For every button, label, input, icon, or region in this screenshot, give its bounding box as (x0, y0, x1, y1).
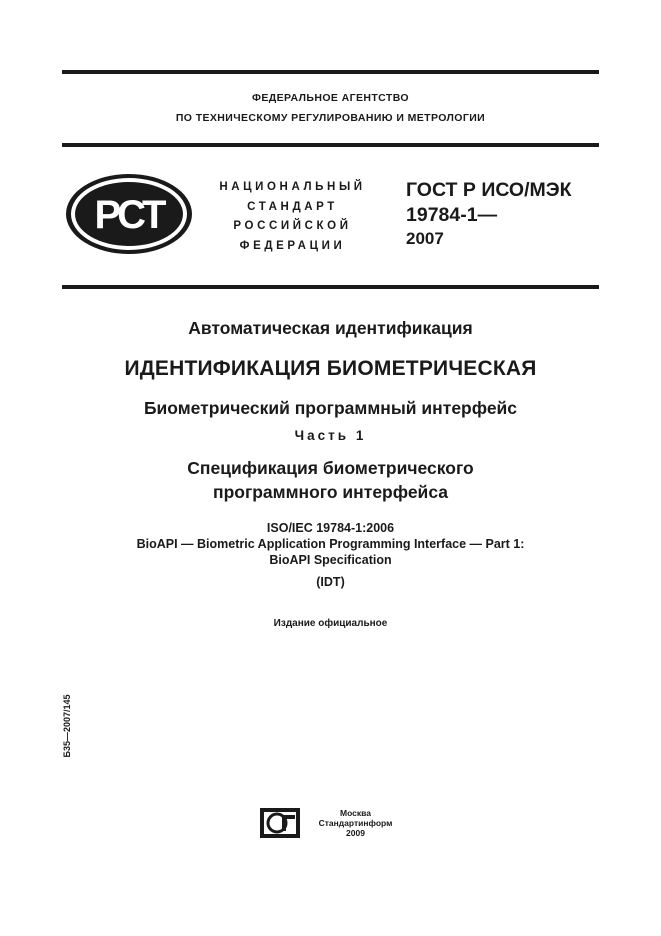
upper-rule (62, 143, 599, 147)
gost-code-line-1: ГОСТ Р ИСО/МЭК (406, 179, 572, 201)
standard-label-line: СТАНДАРТ (247, 200, 338, 213)
publisher-year: 2009 (346, 828, 365, 838)
spec-title-line-1: Спецификация биометрического (187, 458, 474, 478)
agency-line-2: ПО ТЕХНИЧЕСКОМУ РЕГУЛИРОВАНИЮ И МЕТРОЛОГИИ (175, 112, 486, 124)
gost-r-logo-icon (64, 172, 194, 256)
standard-label-line: ФЕДЕРАЦИИ (239, 239, 346, 252)
gost-code-year: 2007 (406, 229, 444, 248)
category-title: Автоматическая идентификация (188, 318, 473, 338)
part-label: Часть 1 (294, 428, 367, 443)
edition-note: Издание официальное (273, 618, 388, 629)
standard-label-line: РОССИЙСКОЙ (233, 220, 352, 232)
main-title: ИДЕНТИФИКАЦИЯ БИОМЕТРИЧЕСКАЯ (124, 357, 537, 380)
lower-rule (62, 285, 599, 289)
idt-marker: (IDT) (316, 575, 345, 589)
iso-reference: ISO/IEC 19784-1:2006 (266, 521, 395, 535)
udk-code (60, 674, 74, 778)
gost-code-line-2: 19784-1— (406, 204, 498, 226)
standartinform-logo-icon (260, 808, 300, 838)
standard-label-line: НАЦИОНАЛЬНЫЙ (219, 181, 366, 193)
subtitle: Биометрический программный интерфейс (143, 398, 518, 418)
english-title-line-2: BioAPI Specification (269, 553, 392, 567)
gost-code (406, 178, 572, 250)
english-title-line-1: BioAPI — Biometric Application Programming Interface — Part 1: (136, 537, 525, 551)
top-rule (62, 70, 599, 74)
publisher-info (303, 808, 408, 838)
publisher-city: Москва (340, 808, 371, 818)
spec-title-line-2: программного интерфейса (213, 482, 448, 502)
udk-code-text: Б35—2007/145 (62, 694, 72, 758)
agency-line-1: ФЕДЕРАЛЬНОЕ АГЕНТСТВО (252, 92, 409, 104)
publisher-name: Стандартинформ (318, 818, 393, 828)
standard-label (205, 178, 380, 256)
logo-text: РСТ (94, 193, 164, 237)
